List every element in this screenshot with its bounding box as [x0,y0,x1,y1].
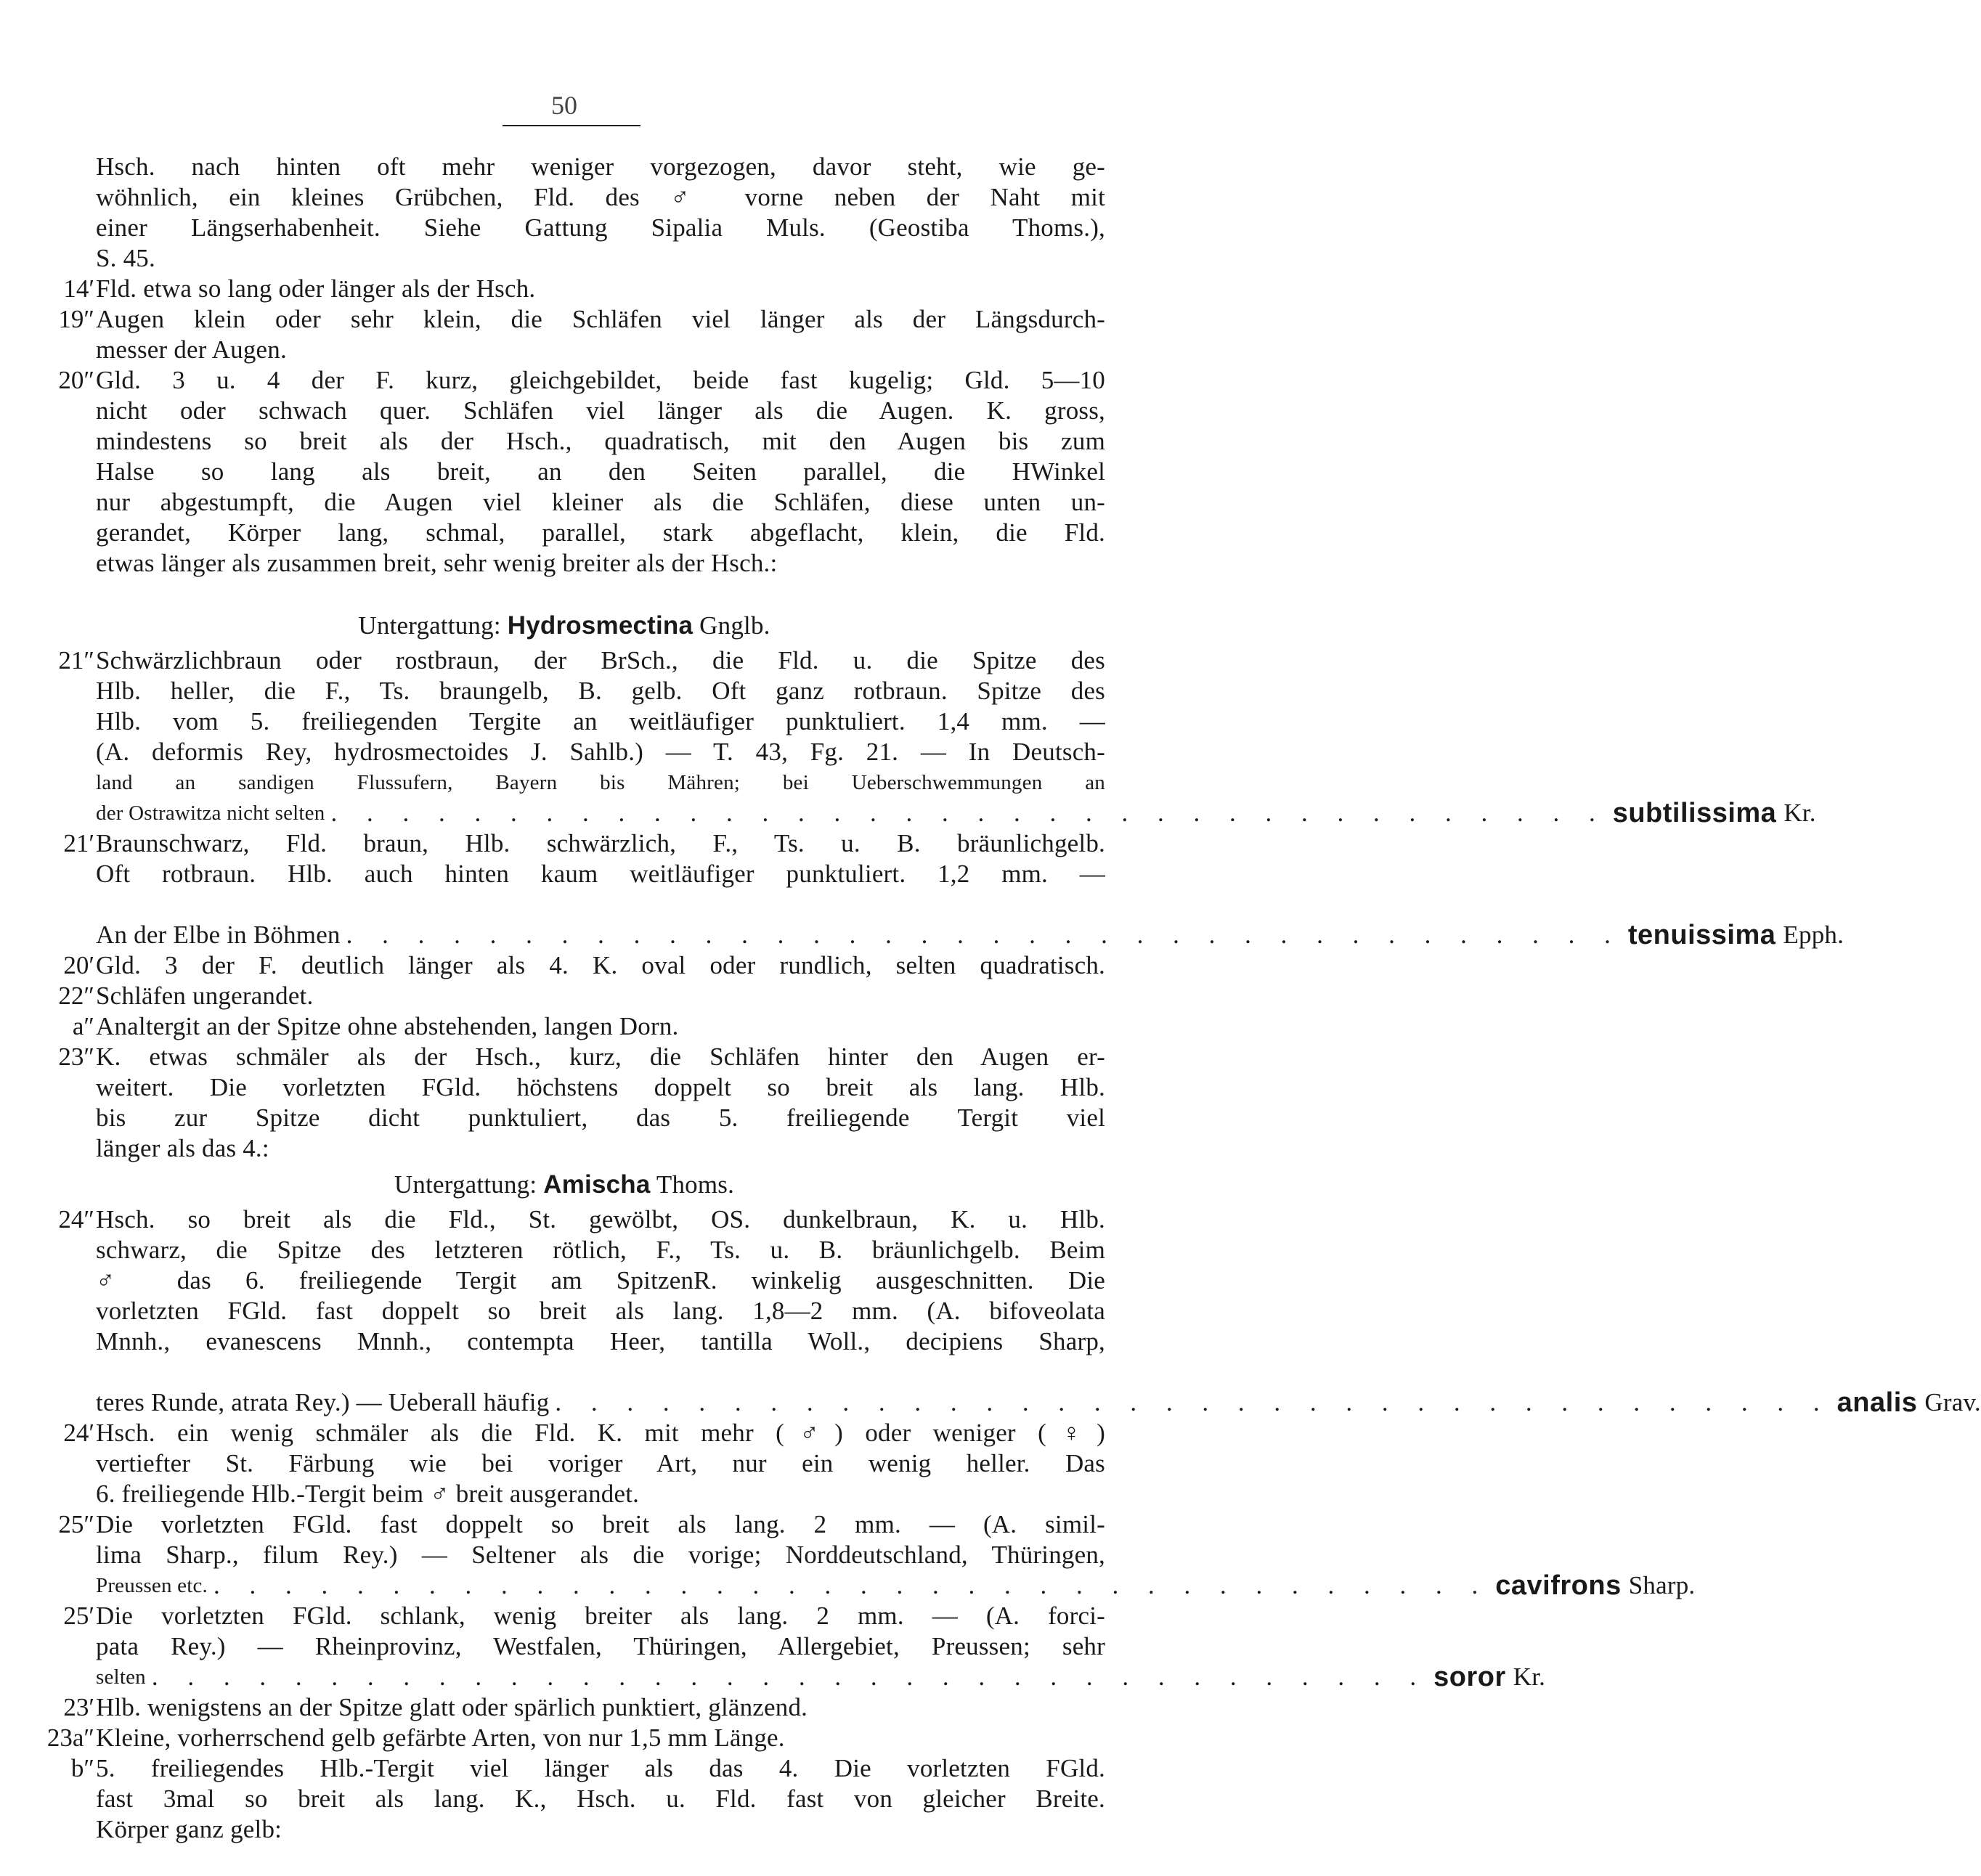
line-text: messer der Augen. [96,335,287,364]
subgenus-author: Gnglb. [699,611,770,640]
line-text: etwas länger als zusammen breit, sehr wenig breiter als der Hsch.: [96,549,778,577]
couplet-number: 23″ [58,1043,94,1071]
couplet-number: 24″ [58,1205,94,1233]
line-text: Mnnh., evanescens Mnnh., contempta Heer, tantilla Woll., decipiens Sharp, [96,1327,1105,1355]
subgenus-author: Thoms. [656,1170,735,1199]
couplet-number: 25″ [58,1510,94,1538]
couplet-number: 14′ [63,274,94,303]
species-text: An der Elbe in Böhmen [96,921,341,949]
line-text: S. 45. [96,244,155,272]
species-author: Kr. [1513,1663,1546,1691]
line-text: Halse so lang als breit, an den Seiten parallel, die HWinkel [96,457,1105,486]
page-number-rule [503,125,640,126]
species-text: Preussen etc. [96,1574,208,1597]
subgenus-name: Amischa [543,1170,651,1199]
couplet-number: b″ [70,1754,94,1782]
line-text: (A. deformis Rey, hydrosmectoides J. Sahlb.) — T. 43, Fg. 21. — In Deutsch- [96,738,1105,766]
line-text: Schläfen ungerandet. [96,982,314,1010]
couplet-number: 23a″ [46,1724,94,1752]
species-text: selten [96,1665,146,1689]
species-name: cavifrons [1495,1570,1622,1601]
line-text: Körper ganz gelb: [96,1815,282,1843]
line-text: land an sandigen Flussufern, Bayern bis Mähren; bei Ueberschwemmungen an [96,771,1105,794]
line-text: weitert. Die vorletzten FGld. höchstens doppelt so breit als lang. Hlb. [96,1073,1105,1101]
line-text: Braunschwarz, Fld. braun, Hlb. schwärzlich, F., Ts. u. B. bräunlichgelb. [96,829,1105,857]
subgenus-prefix: Untergattung: [358,611,501,640]
species-text: der Ostrawitza nicht selten [96,802,325,825]
line-text: Hsch. ein wenig schmäler als die Fld. K. mit mehr (♂) oder weniger (♀) [96,1419,1105,1447]
line-text: nicht oder schwach quer. Schläfen viel länger als die Augen. K. gross, [96,396,1105,425]
line-text: Fld. etwa so lang oder länger als der Hsch. [96,274,536,303]
line-text: vertiefter St. Färbung wie bei voriger Art, nur ein wenig heller. Das [96,1449,1105,1477]
couplet-number: 21′ [63,829,94,857]
line-text: Hlb. vom 5. freiliegenden Tergite an weitläufiger punktuliert. 1,4 mm. — [96,707,1105,735]
page-number: 50 [551,91,577,120]
line-text: Hsch. so breit als die Fld., St. gewölbt, OS. dunkelbraun, K. u. Hlb. [96,1205,1105,1233]
species-text: teres Runde, atrata Rey.) — Ueberall häufig [96,1388,550,1416]
line-text: Kleine, vorherrschend gelb gefärbte Arten, von nur 1,5 mm Länge. [96,1724,785,1752]
couplet-number: 25′ [63,1602,94,1630]
line-text: Augen klein oder sehr klein, die Schläfen viel länger als der Längsdurch- [96,305,1105,333]
line-text: K. etwas schmäler als der Hsch., kurz, die Schläfen hinter den Augen er- [96,1043,1105,1071]
couplet-number: 23′ [63,1693,94,1721]
line-text: Hlb. heller, die F., Ts. braungelb, B. gelb. Oft ganz rotbraun. Spitze des [96,677,1105,705]
couplet-number: 20″ [58,366,94,394]
dot-leader: . . . . . . . . . . . . . . . . . . . . . . . . . . . . . . . . . . . . [151,1663,1428,1691]
line-text: Die vorletzten FGld. fast doppelt so breit als lang. 2 mm. — (A. simil- [96,1510,1105,1538]
subgenus-name: Hydrosmectina [507,611,693,640]
couplet-number: 22″ [58,982,94,1010]
line-text: bis zur Spitze dicht punktuliert, das 5. freiliegende Tergit viel [96,1104,1105,1132]
species-author: Epph. [1783,921,1844,949]
species-name: subtilissima [1612,798,1777,828]
line-text: Hlb. wenigstens an der Spitze glatt oder spärlich punktiert, glänzend. [96,1693,808,1721]
dot-leader: . . . . . . . . . . . . . . . . . . . . . . . . . . . . . . . . . . . . [330,799,1607,827]
line-text: länger als das 4.: [96,1134,269,1162]
subgenus-prefix: Untergattung: [394,1170,537,1199]
species-author: Sharp. [1628,1571,1696,1599]
line-text: einer Längserhabenheit. Siehe Gattung Sipalia Muls. (Geostiba Thoms.), [96,213,1105,242]
line-text: Gld. 3 u. 4 der F. kurz, gleichgebildet, beide fast kugelig; Gld. 5—10 [96,366,1105,394]
line-text: ♂ das 6. freiliegende Tergit am SpitzenR. winkelig ausgeschnitten. Die [96,1266,1105,1294]
line-text: pata Rey.) — Rheinprovinz, Westfalen, Thüringen, Allergebiet, Preussen; sehr [96,1632,1105,1660]
line-text: wöhnlich, ein kleines Grübchen, Fld. des ♂ vorne neben der Naht mit [96,183,1105,211]
line-text: gerandet, Körper lang, schmal, parallel, stark abgeflacht, klein, die Fld. [96,518,1105,547]
line-text: fast 3mal so breit als lang. K., Hsch. u. Fld. fast von gleicher Breite. [96,1785,1105,1813]
line-text: vorletzten FGld. fast doppelt so breit als lang. 1,8—2 mm. (A. bifoveolata [96,1297,1105,1325]
couplet-number: 19″ [58,305,94,333]
species-author: Grav. [1924,1388,1981,1416]
couplet-number: 21″ [58,646,94,674]
line-text: 6. freiliegende Hlb.-Tergit beim ♂ breit ausgerandet. [96,1480,640,1508]
species-name: analis [1836,1387,1918,1418]
species-name: soror [1433,1662,1506,1692]
couplet-number: 24′ [63,1419,94,1447]
line-text: schwarz, die Spitze des letzteren rötlich, F., Ts. u. B. bräunlichgelb. Beim [96,1236,1105,1264]
line-text: Die vorletzten FGld. schlank, wenig breiter als lang. 2 mm. — (A. forci- [96,1602,1105,1630]
line-text: Schwärzlichbraun oder rostbraun, der BrSch., die Fld. u. die Spitze des [96,646,1105,674]
line-text: Analtergit an der Spitze ohne abstehenden, langen Dorn. [96,1012,679,1040]
dot-leader: . . . . . . . . . . . . . . . . . . . . . . . . . . . . . . . . . . . . [213,1571,1490,1599]
species-name: tenuissima [1627,920,1776,950]
line-text: lima Sharp., filum Rey.) — Seltener als die vorige; Norddeutschland, Thüringen, [96,1541,1105,1569]
dot-leader: . . . . . . . . . . . . . . . . . . . . . . . . . . . . . . . . . . . . [555,1388,1831,1416]
line-text: Oft rotbraun. Hlb. auch hinten kaum weitläufiger punktuliert. 1,2 mm. — [96,860,1105,888]
line-text: nur abgestumpft, die Augen viel kleiner als die Schläfen, diese unten un- [96,488,1105,516]
couplet-number: a″ [72,1012,94,1040]
line-text: 5. freiliegendes Hlb.-Tergit viel länger als das 4. Die vorletzten FGld. [96,1754,1105,1782]
dot-leader: . . . . . . . . . . . . . . . . . . . . . . . . . . . . . . . . . . . . [346,921,1622,949]
line-text: Hsch. nach hinten oft mehr weniger vorgezogen, davor steht, wie ge- [96,152,1105,181]
couplet-number: 20′ [63,951,94,979]
line-text: mindestens so breit als der Hsch., quadratisch, mit den Augen bis zum [96,427,1105,455]
line-text: Gld. 3 der F. deutlich länger als 4. K. oval oder rundlich, selten quadratisch. [96,951,1105,979]
species-author: Kr. [1783,799,1816,827]
